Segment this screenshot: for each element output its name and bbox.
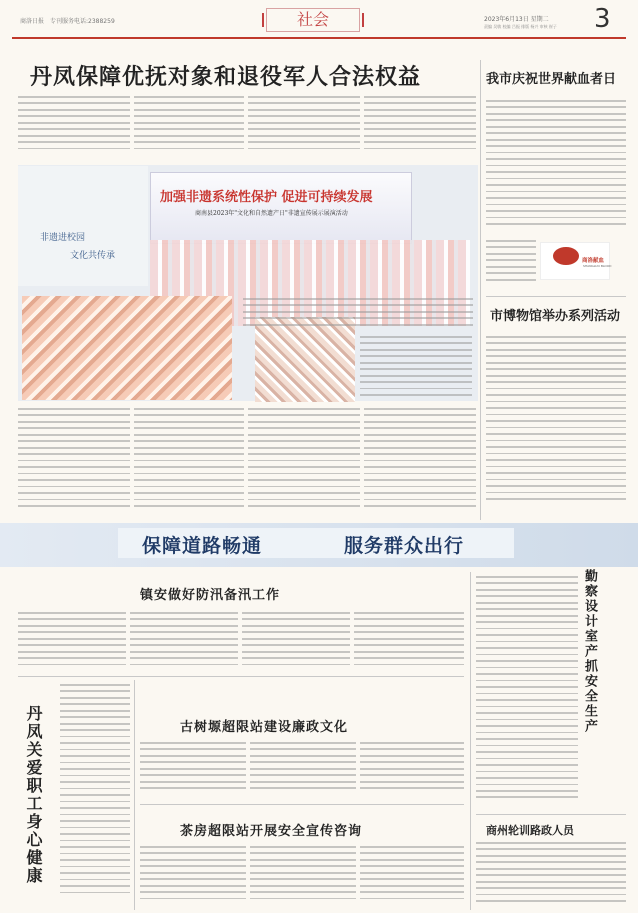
right-divider-1 bbox=[486, 296, 626, 297]
photo-caption-a: 非遗进校园 bbox=[40, 233, 86, 243]
banner-subtitle: 商南县2023年"文化和自然遗产日"非遗宣传展示展演活动 bbox=[195, 210, 348, 217]
newspaper-logo bbox=[14, 8, 115, 28]
right-lower-article-2 bbox=[476, 842, 626, 910]
editor-meta: 责编 吴敏 校编 吕振 排版 杨兴 审核 崔子 bbox=[484, 24, 557, 29]
lower-article-col-2 bbox=[134, 408, 244, 518]
sub2-col-3 bbox=[360, 742, 464, 798]
band-title-b: 服务群众出行 bbox=[344, 535, 465, 557]
sub1-col-3 bbox=[242, 612, 350, 672]
sub-headline-2: 古树塬超限站建设廉政文化 bbox=[180, 720, 349, 735]
main-article-col-1 bbox=[18, 96, 130, 158]
students-photo bbox=[22, 296, 232, 400]
right-article-1b bbox=[486, 240, 536, 290]
sub1-divider bbox=[18, 676, 464, 677]
issue-date: 2023年6月13日 星期二 bbox=[484, 16, 549, 23]
sub-headline-1: 镇安做好防汛备汛工作 bbox=[140, 588, 281, 603]
service-phone: 专刊服务电话:2388259 bbox=[50, 18, 115, 25]
blood-logo-icon bbox=[553, 247, 579, 265]
sub1-col-1 bbox=[18, 612, 126, 672]
lower-article-col-1 bbox=[18, 408, 130, 518]
sub2-divider bbox=[140, 804, 464, 805]
photo-caption-text-2 bbox=[360, 336, 472, 402]
col-divider-lower bbox=[134, 680, 135, 910]
band-title-a: 保障道路畅通 bbox=[142, 535, 263, 557]
main-article-col-2 bbox=[134, 96, 244, 158]
header-rule bbox=[12, 37, 626, 39]
logo-text: 商洛日报 bbox=[20, 18, 45, 25]
sub3-col-2 bbox=[250, 846, 356, 908]
vertical1-article bbox=[60, 684, 130, 910]
right-lower-divider bbox=[476, 814, 626, 815]
main-article-col-3 bbox=[248, 96, 360, 158]
main-headline: 丹凤保障优抚对象和退役军人合法权益 bbox=[30, 65, 422, 90]
right-headline-3: 商州轮训路政人员 bbox=[486, 824, 574, 837]
lower-article-col-3 bbox=[248, 408, 360, 518]
right-headline-1: 我市庆祝世界献血者日 bbox=[486, 72, 617, 87]
right-headline-2: 市博物馆举办系列活动 bbox=[490, 309, 621, 324]
section-label: 社会 bbox=[266, 8, 360, 32]
sub1-col-4 bbox=[354, 612, 464, 672]
blood-logo-en: SHANGLUO BLOOD bbox=[583, 264, 612, 268]
sub3-col-3 bbox=[360, 846, 464, 908]
vertical-headline-1: 丹凤关爱职工身心健康 bbox=[24, 705, 43, 885]
photo-caption-b: 文化共传承 bbox=[70, 251, 116, 261]
right-article-1 bbox=[486, 100, 626, 238]
page-number: 3 bbox=[594, 4, 611, 34]
sub3-col-1 bbox=[140, 846, 246, 908]
vertical-headline-2: 勤察设计室产抓安全生产 bbox=[582, 569, 597, 734]
main-article-col-4 bbox=[364, 96, 476, 158]
right-article-2 bbox=[486, 336, 626, 518]
sub1-col-2 bbox=[130, 612, 238, 672]
lower-article-col-4 bbox=[364, 408, 476, 518]
sub-headline-3: 茶房超限站开展安全宣传咨询 bbox=[180, 824, 363, 839]
sub2-col-2 bbox=[250, 742, 356, 798]
photo-caption-text-1 bbox=[243, 298, 473, 328]
sub2-col-1 bbox=[140, 742, 246, 798]
column-divider bbox=[480, 60, 481, 520]
photo-caption-panel bbox=[18, 166, 148, 286]
banner-title: 加强非遗系统性保护 促进可持续发展 bbox=[160, 190, 373, 205]
col-divider-right-lower bbox=[470, 572, 471, 910]
blood-logo-text: 商洛献血 bbox=[582, 258, 605, 264]
right-lower-article bbox=[476, 576, 578, 814]
craft-photo bbox=[255, 317, 355, 402]
